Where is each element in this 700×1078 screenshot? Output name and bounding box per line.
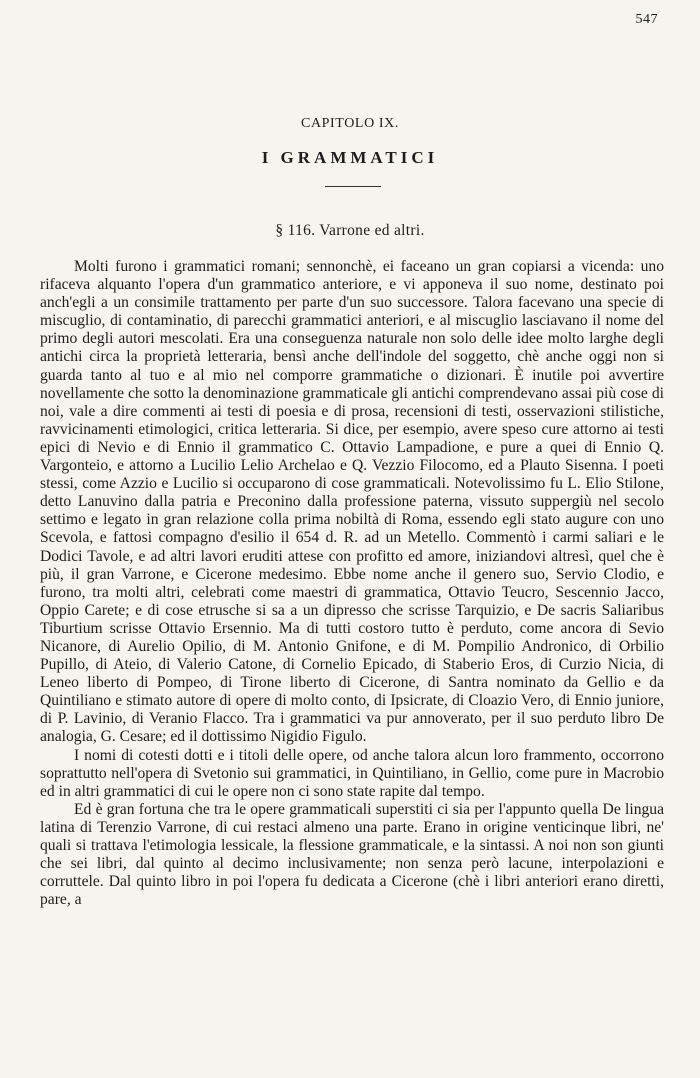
paragraph-3: Ed è gran fortuna che tra le opere grammaticali superstiti ci sia per l'appunto quella De lingua latina di Terenzio Varrone, di cui restaci almeno una parte. Erano in origine venticinque libri, ne' quali si trattava l'etimologia lessicale, la flessione grammaticale, e la sintassi. A noi non son giunti che sei libri, dal quinto al decimo inclusivamente; non senza però lacune, interpolazioni e corruttele. Dal quinto libro in poi l'opera fu dedicata a Cicerone (chè i libri anteriori erano diretti, pare, a (40, 800, 664, 909)
paragraph-2: I nomi di cotesti dotti e i titoli delle opere, od anche talora alcun loro frammento, occorrono soprattutto nell'opera di Svetonio sui grammatici, in Quintiliano, in Gellio, come pure in Macrobio ed in altri grammatici di cui le opere non ci sono state rapite dal tempo. (40, 746, 664, 800)
section-heading: § 116. Varrone ed altri. (275, 222, 425, 239)
paragraph-1: Molti furono i grammatici romani; sennonchè, ei faceano un gran copiarsi a vicenda: uno rifaceva alquanto l'opera d'un grammatico anteriore, e vi apponeva il suo nome, destinato poi anch'egli a un consimile trattamento per parte d'un suo successore. Talora facevano una specie di miscuglio, di contaminatio, di parecchi grammatici anteriori, e al miscuglio lasciavano il nome del primo degli autori mescolati. Era una conseguenza naturale non solo delle idee molto larghe degli antichi circa la proprietà letteraria, bensì anche dell'indole del soggetto, chè anche oggi non si guarda tanto al tuo e al mio nel comporre grammatiche o dizionari. È inutile poi avvertire novellamente che sotto la denominazione grammaticale gli antichi comprendevano assai più cose di noi, vale a dire commenti ai testi di poesia e di prosa, recensioni di testi, osservazioni stilistiche, ravvicinamenti etimologici, critica letteraria. Si dice, per esempio, avere speso cure attorno ai testi epici di Nevio e di Ennio il grammatico C. Ottavio Lampadione, e pure a quei di Ennio Q. Vargonteio, e attorno a Lucilio Lelio Archelao e Q. Vezzio Filocomo, ed a Plauto Sisenna. I poeti stessi, come Azzio e Lucilio si occuparono di cose grammaticali. Notevolissimo fu L. Elio Stilone, detto Lanuvino dalla patria e Preconino dalla professione paterna, vissuto suppergiù nel secolo settimo e legato in gran relazione colla prima nobiltà di Roma, essendo egli stato augure con uno Scevola, e fattosi compagno d'esilio il 654 d. R. ad un Metello. Commentò i carmi saliari e le Dodici Tavole, e ad altri lavori eruditi attese con profitto ed amore, iniziandovi altresì, quel che è più, il gran Varrone, e Cicerone medesimo. Ebbe nome anche il genero suo, Servio Clodio, e furono, tra molti altri, celebrati come maestri di grammatica, Ottavio Teucro, Sescennio Jacco, Oppio Carete; e di cose etrusche si sa a un dipresso che scrisse Tarquizio, e De sacris Saliaribus Tiburtium scrisse Ottavio Ersennio. Ma di tutti costoro tutto è perduto, come ancora di Sevio Nicanore, di Aurelio Opilio, di M. Antonio Gnifone, e di M. Pompilio Andronico, di Orbilio Pupillo, di Ateio, di Valerio Catone, di Cornelio Epicado, di Staberio Eros, di Curzio Nicia, di Leneo liberto di Pompeo, di Tirone liberto di Cicerone, di Santra nominato da Gellio e da Quintiliano e stimato autore di opere di molto conto, di Ipsicrate, di Cloazio Vero, di Ennio juniore, di P. Lavinio, di Veranio Flacco. Tra i grammatici va pur annoverato, per il suo perduto libro De analogia, G. Cesare; ed il dottissimo Nigidio Figulo. (40, 258, 664, 746)
chapter-divider (325, 186, 381, 187)
body-text (40, 258, 664, 909)
chapter-title: I GRAMMATICI (261, 148, 439, 167)
page-number: 547 (635, 12, 658, 27)
chapter-label: CAPITOLO IX. (301, 116, 399, 131)
